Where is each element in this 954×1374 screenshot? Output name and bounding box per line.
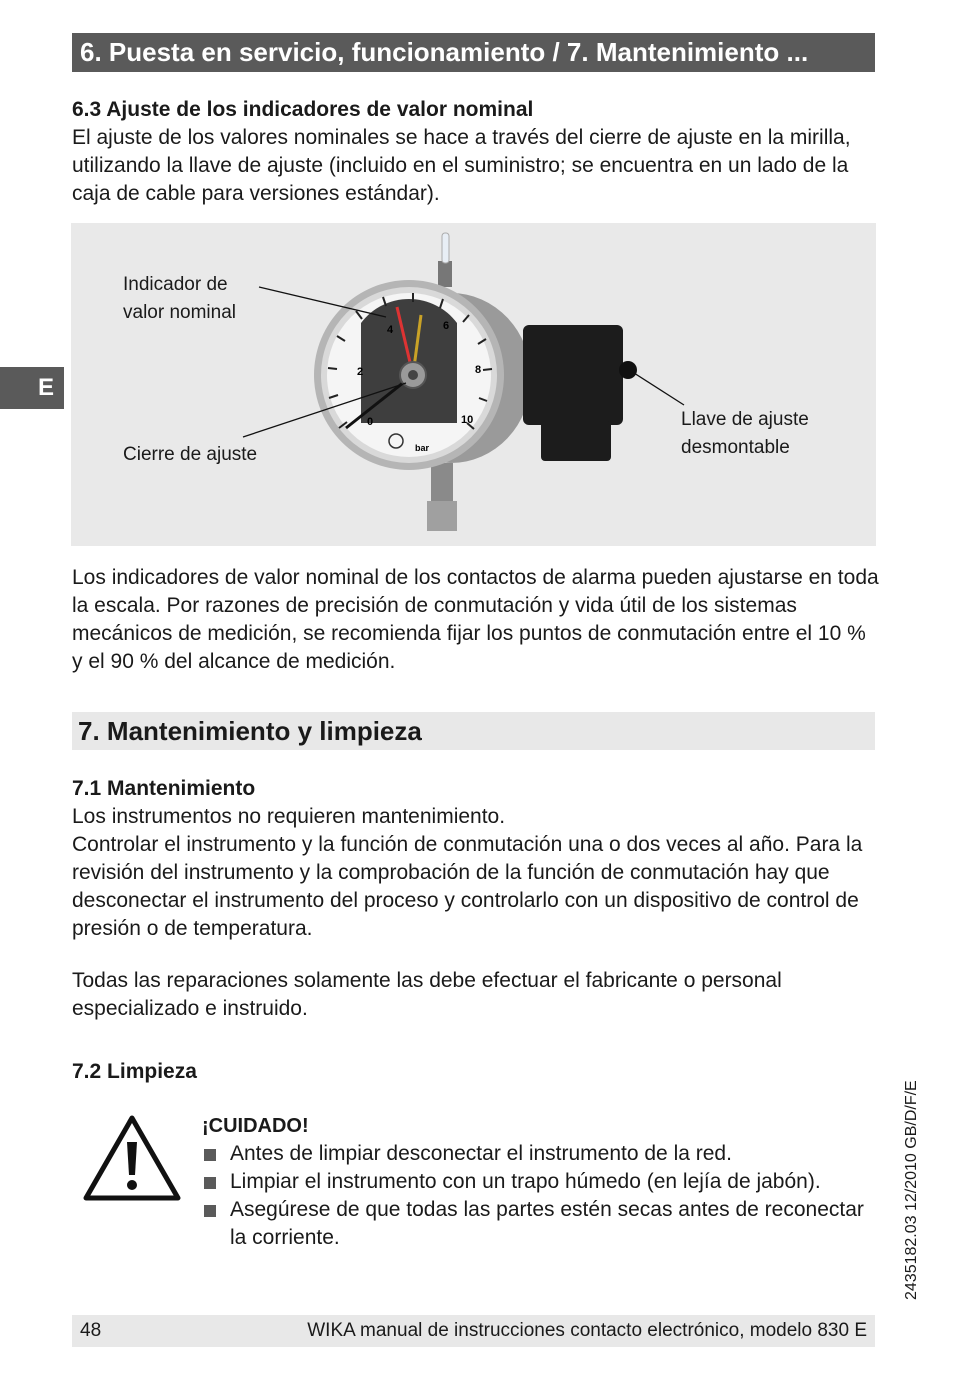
bullet-square-icon [204,1205,216,1217]
label-adjustment-lock: Cierre de ajuste [123,444,258,465]
footer-title: WIKA manual de instrucciones contacto electrónico, modelo 830 E [307,1320,867,1341]
section-header-6-7: 6. Puesta en servicio, funcionamiento / 7. Mantenimiento ... [72,33,875,72]
document-number: 2435182.03 12/2010 GB/D/F/E [903,1080,920,1300]
gauge-figure [71,223,876,546]
label-setpoint-indicator-line2: valor nominal [123,302,236,323]
paragraph-7-1-b: Controlar el instrumento y la función de conmutación una o dos veces al año. Para la revisión del instrumento y la comprobación de la función de conmutación hay que desconectar el instrumento del proceso y controlarlo con un dispositivo de control de presión o de temperatura. [72,833,863,940]
heading-7-1: 7.1 Mantenimiento [72,777,256,800]
caution-item-2: Limpiar el instrumento con un trapo húmedo (en lejía de jabón). [202,1168,882,1196]
section-header-7: 7. Mantenimiento y limpieza [72,712,875,750]
page-footer [72,1315,875,1347]
language-tab: E [0,367,64,409]
caution-list [202,1140,882,1252]
dial-number-2: 2 [357,366,364,378]
label-removable-key-line2: desmontable [681,437,790,458]
caution-item-1: Antes de limpiar desconectar el instrumento de la red. [202,1140,882,1168]
label-removable-key-line1: Llave de ajuste [681,409,809,430]
page-number: 48 [80,1320,102,1341]
dial-number-0: 0 [367,416,374,428]
dial-number-4: 4 [387,324,394,336]
dial-number-10: 10 [461,414,474,426]
paragraph-6-3: El ajuste de los valores nominales se hace a través del cierre de ajuste en la mirilla, utilizando la llave de ajuste (incluido en el suministro; se encuentra en un lado de la caja de cable para versiones estándar). [72,126,851,205]
dial-number-8: 8 [475,364,482,376]
heading-6-3: 6.3 Ajuste de los indicadores de valor nominal [72,98,534,121]
paragraph-7-1-c: Todas las reparaciones solamente las debe efectuar el fabricante o personal especializado e instruido. [72,969,782,1020]
heading-7-2: 7.2 Limpieza [72,1060,197,1083]
paragraph-7-1-a: Los instrumentos no requieren mantenimiento. [72,805,506,828]
caution-title: ¡CUIDADO! [202,1115,309,1137]
caution-item-3: Asegúrese de que todas las partes estén secas antes de reconectar la corriente. [202,1196,882,1252]
dial-number-6: 6 [443,320,450,332]
dial-unit: bar [415,443,430,453]
bullet-square-icon [204,1177,216,1189]
paragraph-setpoint-range: Los indicadores de valor nominal de los contactos de alarma pueden ajustarse en toda la escala. Por razones de precisión de conmutación y vida útil de los sistemas mecánicos de medición, se recomienda fijar los puntos de conmutación entre el 10 % y el 90 % del alcance de medición. [72,566,879,673]
label-setpoint-indicator-line1: Indicador de [123,274,228,295]
warning-triangle-icon [80,1112,184,1204]
bullet-square-icon [204,1149,216,1161]
